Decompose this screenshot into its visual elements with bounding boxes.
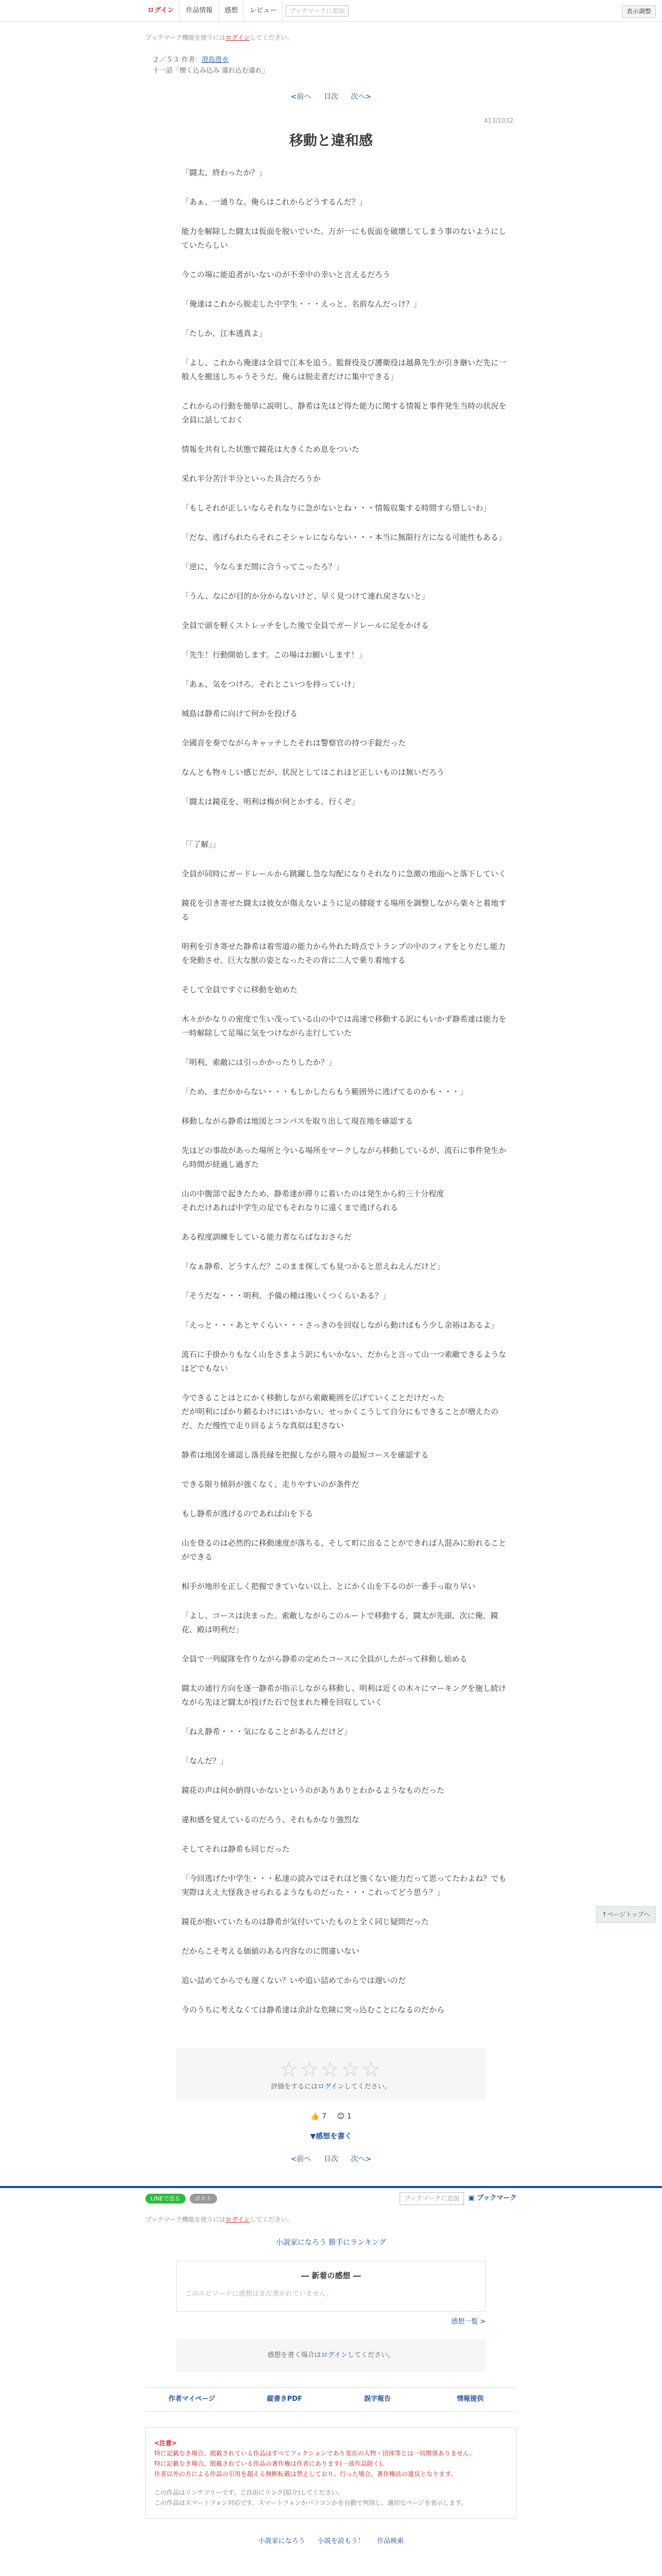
novel-paragraph: 全員で一列縦隊を作りながら静希の定めたコースに全員がしたがって移動し始める bbox=[181, 1654, 468, 1664]
novel-paragraph: 相手が地形を正しく把握できていない以上、とにかく山を下るのが一番手っ取り早い bbox=[181, 1581, 476, 1591]
after-content bbox=[145, 2215, 517, 2249]
new-impressions-heading: ― 新着の感想 ― bbox=[301, 2271, 361, 2281]
add-bookmark-button[interactable]: ブックマークに追加 bbox=[400, 2192, 464, 2205]
caution-line: 特に記載なき場合、掲載されている作品はすべてフィクションであり実在の人物・団体等とは一切関係ありません。 bbox=[154, 2450, 476, 2458]
novel-paragraph: 今のうちに考えなくては静希達は余計な危険に突っ込むことになるのだから bbox=[181, 2005, 445, 2014]
novel-paragraph: 「うん、なにが目的か分からないけど、早く見つけて連れ戻さないと」 bbox=[181, 591, 429, 601]
novel-paragraph: 「ため、まだかからない・・・もしかしたらもう範囲外に逃げてるのかも・・・」 bbox=[181, 1087, 468, 1096]
caution-title: <注意> bbox=[154, 2439, 177, 2447]
nav-novel-info[interactable]: 作品情報 bbox=[180, 0, 219, 22]
write-impression-link[interactable]: ▼感想を書く bbox=[310, 2132, 352, 2141]
prev-link[interactable]: <前へ bbox=[290, 2155, 311, 2164]
ranking-link[interactable]: 小説家になろう 勝手にランキング bbox=[275, 2238, 387, 2247]
notice-suffix: してください。 bbox=[250, 34, 293, 41]
caution-line: この作品はリンクフリーです。ご自由にリンク(紹介)してください。 bbox=[154, 2489, 344, 2497]
bookmark-login-notice-bottom bbox=[145, 2215, 517, 2225]
chapter-title: 十一話「懐く込み込み 違れ込む違れ」 bbox=[153, 66, 269, 75]
novel-paragraph: 全員で頭を軽くストレッチをした後で全員でガードレールに足をかける bbox=[181, 620, 429, 630]
page-number: 413/1032 bbox=[484, 117, 514, 125]
add-bookmark-button[interactable]: ブックマークに追加 bbox=[286, 5, 348, 16]
smile-icon: 😊 bbox=[337, 2112, 345, 2121]
bookmark-button[interactable]: ▣ ブックマーク bbox=[468, 2194, 517, 2202]
reaction-thumbs-up[interactable] bbox=[310, 2111, 326, 2122]
novel-paragraph: 「先生！行動開始します。この場はお願いします！」 bbox=[181, 650, 367, 659]
author-menu bbox=[145, 2387, 517, 2412]
novel-paragraph: 「なぁ静希、どうすんだ？このまま探しても見つかると思えねえんだけど」 bbox=[181, 1261, 445, 1271]
rating-box bbox=[176, 2048, 486, 2101]
notice-login-link[interactable]: ログイン bbox=[225, 34, 250, 41]
novel-paragraph: 先ほどの事故があった場所と今いる場所をマークしながら移動しているが、流石に事件発生から時間が経過し過ぎた bbox=[181, 1145, 506, 1169]
no-impressions-text: このエピソードに感想はまだ書かれていません。 bbox=[185, 2290, 333, 2298]
novel-paragraph: 鏡花の声は何か納得いかないというのがありありとわかるようなものだった bbox=[181, 1785, 445, 1795]
author-prefix: 作者： bbox=[181, 56, 202, 64]
rating-note-prefix: 評価をするには bbox=[271, 2082, 318, 2091]
typo-report-link[interactable]: 誤字報告 bbox=[363, 2395, 391, 2403]
episode-title: 移動と違和感 bbox=[289, 133, 373, 149]
next-link[interactable]: 次へ> bbox=[351, 92, 372, 101]
vertical-pdf-link[interactable]: 縦書きPDF bbox=[267, 2395, 303, 2403]
footer-link-narou[interactable]: 小説家になろう bbox=[258, 2537, 305, 2546]
novel-paragraph: 追い詰めてからでも遅くない？いや追い詰めてからでは遅いのだ bbox=[181, 1975, 406, 1985]
login-link[interactable]: ログイン bbox=[145, 0, 180, 22]
novel-paragraph: 今できることはとにかく移動しながら索敵範囲を広げていくことだけだった だが明利にばかり頼るわけにはいかない、せっかくこうして自分にもできることが増えたのだ、ただ慢性で走り回るような真似は犯さない bbox=[181, 1393, 499, 1430]
rating-note-suffix: してください。 bbox=[344, 2082, 391, 2091]
novel-paragraph: 全員が同時にガードレールから跳躍し急な勾配になりそれなりに急激の地面へと落下していく bbox=[181, 869, 506, 878]
global-header bbox=[0, 0, 662, 22]
novel-paragraph: なんとも物々しい感じだが、状況としてはこれほど正しいものは無いだろう bbox=[181, 767, 445, 777]
footer-link-search[interactable]: 作品検索 bbox=[377, 2537, 404, 2546]
novel-paragraph: もし静希が逃げるのであれば山を下る bbox=[181, 1509, 313, 1518]
novel-info bbox=[145, 55, 517, 77]
novel-paragraph: 「よし、これから俺達は全員で江本を追う。監督役及び護衛役は越鼻先生が引き継いだ先に一般人を搬送しちゃうそうだ。俺らは脱走者だけに集中できる」 bbox=[181, 358, 507, 381]
notice-prefix: ブックマーク機能を使うには bbox=[145, 34, 226, 41]
caution-line: この作品はスマートフォン対応です。スマートフォンかパソコンかを自動で判別し、適切なページを表示します。 bbox=[154, 2499, 468, 2507]
rating-login-link[interactable]: ログイン bbox=[318, 2082, 344, 2091]
impression-list-link[interactable]: 感想一覧 > bbox=[451, 2317, 486, 2326]
novel-paragraph: 「なんだ？」 bbox=[181, 1756, 228, 1766]
bm-notice-login-link[interactable]: ログイン bbox=[225, 2215, 250, 2223]
reaction-count: 7 bbox=[322, 2112, 327, 2121]
novel-paragraph: 移動しながら静希は地図とコンパスを取り出して現在地を確認する bbox=[181, 1116, 413, 1126]
share-bar-inner bbox=[145, 2188, 517, 2210]
bm-notice-suffix: してください。 bbox=[250, 2215, 293, 2223]
novel-paragraph: 「よし、コースは決まった。索敵しながらこのルートで移動する。闘太が先頭、次に俺、鏡花、殿は明利だ」 bbox=[181, 1611, 499, 1634]
novel-paragraph: 鏡花を引き寄せた闘太は彼女が傷えないように足の膝寝する場所を調整しながら楽々と着地する bbox=[181, 898, 507, 922]
novel-paragraph: 明利を引き寄せた静希は着雪道の能力から外れた時点でトランプの中のフィアをとりだし能力を発動させ、巨大な獣の姿となったその背に二人で乗り着地する bbox=[181, 941, 506, 965]
bm-notice-prefix: ブックマーク機能を使うには bbox=[145, 2215, 226, 2223]
reaction-smile[interactable] bbox=[337, 2111, 352, 2122]
rating-login-note bbox=[176, 2082, 486, 2093]
novel-paragraph: 情報を共有した状態で鏡花は大きくため息をついた bbox=[181, 444, 360, 454]
novel-paragraph: 「そうだな・・・明利、予備の種は後いくつくらいある？」 bbox=[181, 1291, 391, 1300]
novel-paragraph: できる限り傾斜が強くなく、走りやすいのが条件だ bbox=[181, 1479, 359, 1489]
caution-line: 作者以外の方による作品の引用を超える無断転載は禁止しており、行った場合、著作権法の違反となります。 bbox=[154, 2470, 457, 2478]
display-settings-button[interactable]: 表示調整 bbox=[622, 5, 656, 18]
novel-paragraph: 今この場に能追者がいないのが不幸中の幸いと言えるだろう bbox=[181, 269, 391, 279]
novel-paragraph: 「俺達はこれから脱走した中学生・・・えっと、名前なんだっけ？」 bbox=[181, 299, 422, 309]
series-author-line bbox=[153, 55, 517, 66]
index-link[interactable]: 目次 bbox=[324, 2155, 338, 2164]
bookmark-login-notice bbox=[145, 33, 517, 43]
episode-pager-top bbox=[145, 91, 517, 103]
header-inner bbox=[145, 0, 517, 22]
reaction-bar bbox=[145, 2111, 517, 2122]
novel-paragraph: 山を登るのは必然的に移動速度が落ちる、そして町に出ることができれば人混みに紛れることができる bbox=[181, 1538, 507, 1562]
index-link[interactable]: 目次 bbox=[324, 92, 338, 101]
novel-paragraph: 全國音を奏でながらキャッチしたそれは警察官の持つ手錠だった bbox=[181, 738, 406, 748]
author-link[interactable]: 澄島澄水 bbox=[202, 56, 229, 64]
novel-paragraph: 「「了解」」 bbox=[181, 839, 221, 849]
author-mypage-link[interactable]: 作者マイページ bbox=[168, 2395, 216, 2403]
novel-paragraph: 采れ半分苦汁半分といった具合だろうか bbox=[181, 473, 321, 483]
novel-paragraph: 「もしそれが正しいならそれなりに急がないとね・・・情報収集する時間すら惜しいわ」 bbox=[181, 503, 491, 513]
novel-paragraph: 能力を解除した闘太は仮面を脱いでいた。万が一にも仮面を破壊してしまう事のないようにしていたらしい bbox=[181, 226, 507, 250]
novel-paragraph: 「闘太は鏡花を、明利は梅が何とかする。行くぞ」 bbox=[181, 796, 360, 806]
thumbs-up-icon: 👍 bbox=[310, 2112, 320, 2121]
page-top-button[interactable]: ↑ページトップへ bbox=[596, 1906, 656, 1923]
novel-paragraph: 「あぁ、気をつけろ。それとこいつを持っていけ」 bbox=[181, 679, 359, 689]
novel-paragraph: 城島は静希に向けて何かを投げる bbox=[181, 708, 298, 718]
caution-line: 特に記載なき場合、掲載されている作品の著作権は作者にあります(一部作品除く)。 bbox=[154, 2460, 388, 2468]
nav-reviews[interactable]: レビュー bbox=[244, 0, 283, 22]
share-bar bbox=[0, 2186, 662, 2210]
impression-suffix: してください。 bbox=[347, 2351, 395, 2359]
novel-paragraph: 違和感を覚えているのだろう、それもかなり強烈な bbox=[181, 1815, 360, 1824]
novel-paragraph: ある程度訓練をしている能力者ならばなおさらだ bbox=[181, 1232, 352, 1242]
novel-paragraph: 木々がかなりの密度で生い茂っている山の中では高速で移動する訳にもいかず静希達は能力を一時解除して足場に気をつけながら走行していた bbox=[181, 1014, 507, 1038]
link-free-note bbox=[154, 2487, 508, 2508]
info-report-link[interactable]: 情報提供 bbox=[456, 2395, 484, 2403]
novel-paragraph: だからこそ考える価値のある内容なのに間違いない bbox=[181, 1946, 360, 1956]
impression-prefix: 感想を書く場合は bbox=[267, 2351, 321, 2359]
novel-paragraph: 流石に手掛かりもなく山をさまよう訳にもいかない、だからと言って山一つ索敵できるようなほどでもない bbox=[181, 1349, 507, 1373]
novel-paragraph: 「明利、索敵には引っかかったりしたか？」 bbox=[181, 1057, 337, 1067]
impression-login-link[interactable]: ログイン bbox=[321, 2351, 348, 2359]
write-impression-box bbox=[176, 2339, 486, 2372]
novel-paragraph: 「だな、逃げられたらそれこそシャレにならない・・・本当に無限行方になる可能性もある」 bbox=[181, 532, 506, 542]
novel-paragraph: 「たしか、江本透真よ」 bbox=[181, 328, 267, 338]
caution-box bbox=[145, 2427, 517, 2519]
nav-impressions[interactable]: 感想 bbox=[219, 0, 244, 22]
novel-paragraph: 「逆に、今ならまだ間に合うってこったろ？」 bbox=[181, 562, 344, 571]
prev-link[interactable]: <前へ bbox=[290, 92, 311, 101]
line-share-button[interactable]: LINEで送る bbox=[145, 2194, 186, 2204]
footer-link-yomou[interactable]: 小説を読もう！ bbox=[317, 2537, 365, 2546]
novel-paragraph: 「今回逃げた中学生・・・私達の読みではそれほど強くない能力だって思ってたわよね？でも実際はええ大怪我させられるようなものだった・・・これってどう思う？」 bbox=[181, 1873, 507, 1897]
novel-body bbox=[145, 166, 517, 2017]
novel-paragraph: 闘太の通行方向を逐一静希が指示しながら移動し、明利は近くの木々にマーキングを施し続けながら先ほど闘太が投げた石で包まれた種を回収していく bbox=[181, 1683, 506, 1707]
novel-paragraph: 山の中腹部で起きたため、静希達が滞りに着いたのは発生から約三十分程度 それだけあれば中学生の足でもそれなりに遠くまで逃げられる bbox=[181, 1189, 444, 1212]
novel-paragraph: そして全員ですぐに移動を始めた bbox=[181, 985, 298, 994]
next-link[interactable]: 次へ> bbox=[351, 2155, 372, 2164]
novel-paragraph: 「闘太、終わったか？」 bbox=[181, 167, 267, 177]
novel-paragraph: 「あぁ、一通りな。俺らはこれからどうするんだ？」 bbox=[181, 197, 367, 207]
main-content bbox=[145, 33, 517, 2165]
novel-paragraph: 「ねえ静希・・・気になることがあるんだけど」 bbox=[181, 1726, 352, 1736]
reaction-count: 1 bbox=[346, 2112, 352, 2121]
new-impressions-box bbox=[176, 2261, 486, 2312]
novel-paragraph: これからの行動を簡単に説明し、静希は先ほど得た能力に関する情報と事件発生当時の状況を全員に話しておく bbox=[181, 401, 507, 425]
footer-links bbox=[0, 2536, 662, 2547]
star-rating-input[interactable]: ☆☆☆☆☆ bbox=[279, 2057, 383, 2081]
novel-paragraph: そしてそれは静希も同じだった bbox=[181, 1844, 290, 1854]
episode-counter: ２／５３ bbox=[153, 56, 180, 64]
novel-paragraph: 静希は地図を確認し落長縁を把握しながら隈々の最短コースを確認する bbox=[181, 1450, 429, 1460]
episode-pager-bottom bbox=[145, 2154, 517, 2165]
novel-paragraph: 「えっと・・・あとヤくらい・・・さっきのを回収しながら動けばもう少し余裕はあるよ」 bbox=[181, 1320, 499, 1330]
x-share-button[interactable]: ポスト bbox=[190, 2194, 217, 2204]
novel-paragraph: 鏡花が抱いていたものは静希が気付いていたものと全く同じ疑問だった bbox=[181, 1917, 429, 1926]
